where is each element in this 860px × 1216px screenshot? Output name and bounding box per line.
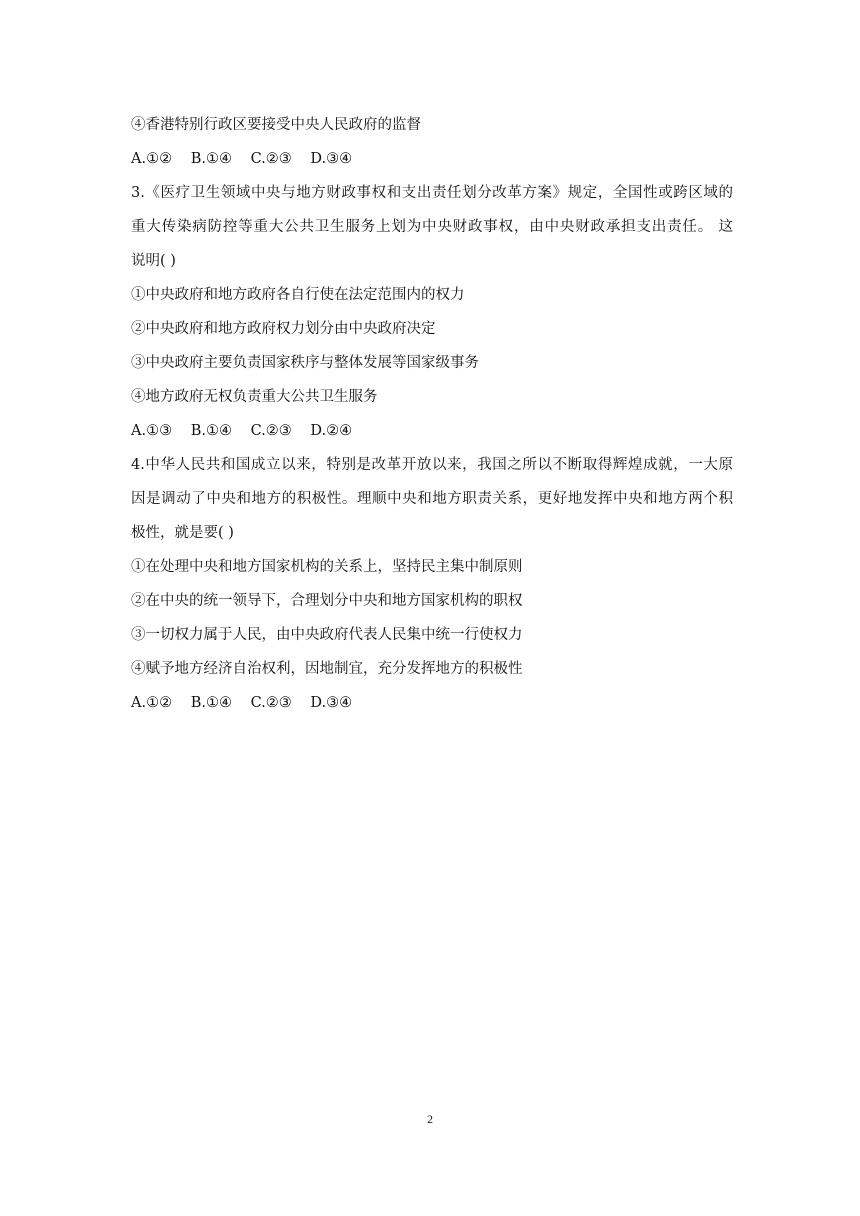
q4-stem-line-1: 4.中华人民共和国成立以来，特别是改革开放以来，我国之所以不断取得辉煌成就，一大原	[131, 457, 733, 473]
q2-answer-choices	[131, 142, 733, 176]
q2-choice-c: C.②③	[250, 151, 292, 167]
q3-option-1: ①中央政府和地方政府各自行使在法定范围内的权力	[131, 287, 465, 303]
q3-choice-c: C.②③	[250, 423, 292, 439]
q4-choice-d: D.③④	[310, 695, 353, 711]
q2-choice-d: D.③④	[310, 151, 353, 167]
page-content	[131, 108, 733, 720]
q2-option-4: ④香港特别行政区要接受中央人民政府的监督	[131, 117, 421, 133]
q4-choice-a: A.①②	[131, 695, 173, 711]
q3-answer-choices	[131, 414, 733, 448]
q4-option-1: ①在处理中央和地方国家机构的关系上，坚持民主集中制原则	[131, 559, 523, 575]
q3-stem-line-2: 重大传染病防控等重大公共卫生服务上划为中央财政事权，由中央财政承担支出责任。 这	[131, 219, 733, 235]
q3-option-4: ④地方政府无权负责重大公共卫生服务	[131, 389, 378, 405]
q3-choice-a: A.①③	[131, 423, 173, 439]
q2-choice-b: B.①④	[190, 151, 232, 167]
q4-stem-line-2: 因是调动了中央和地方的积极性。理顺中央和地方职责关系，更好地发挥中央和地方两个积	[131, 491, 733, 507]
q4-choice-b: B.①④	[190, 695, 232, 711]
q2-choice-a: A.①②	[131, 151, 173, 167]
q3-choice-d: D.②④	[310, 423, 353, 439]
page-number: 2	[427, 1112, 433, 1126]
q3-stem-line-1: 3.《医疗卫生领域中央与地方财政事权和支出责任划分改革方案》规定，全国性或跨区域的	[131, 185, 733, 201]
q4-option-3: ③一切权力属于人民，由中央政府代表人民集中统一行使权力	[131, 627, 523, 643]
q4-answer-choices	[131, 686, 733, 720]
q4-stem-line-3: 极性，就是要( )	[131, 525, 234, 541]
q4-choice-c: C.②③	[250, 695, 292, 711]
q4-option-4: ④赋予地方经济自治权利，因地制宜，充分发挥地方的积极性	[131, 661, 523, 677]
q3-stem-line-3: 说明( )	[131, 253, 176, 269]
q3-option-2: ②中央政府和地方政府权力划分由中央政府决定	[131, 321, 436, 337]
q3-choice-b: B.①④	[190, 423, 232, 439]
q3-option-3: ③中央政府主要负责国家秩序与整体发展等国家级事务	[131, 355, 479, 371]
q4-option-2: ②在中央的统一领导下，合理划分中央和地方国家机构的职权	[131, 593, 523, 609]
